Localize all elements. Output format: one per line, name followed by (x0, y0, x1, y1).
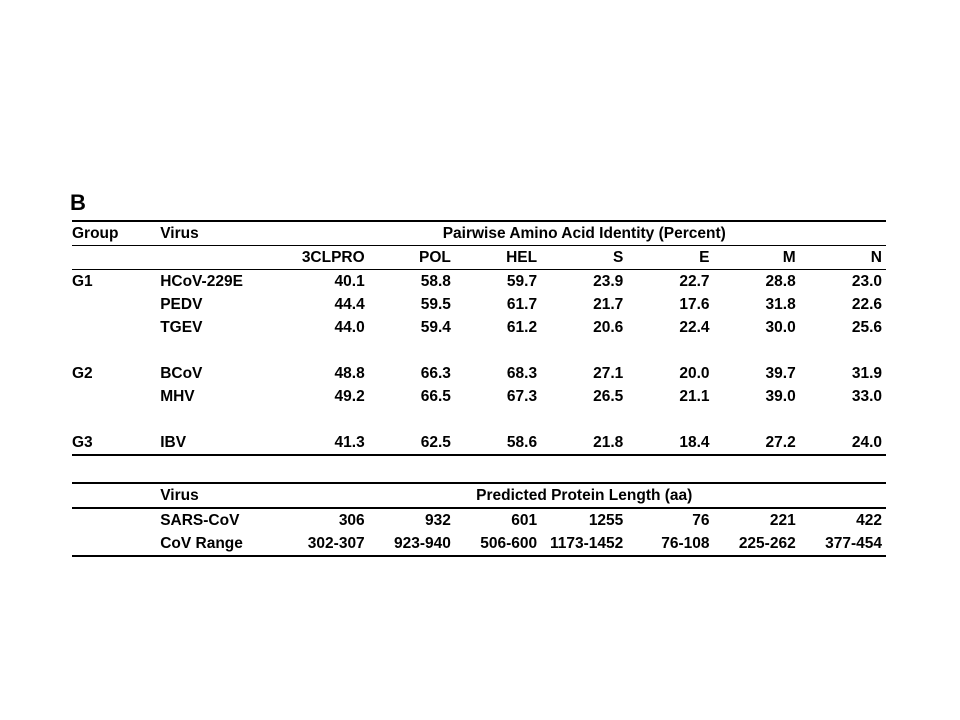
table-row (72, 362, 886, 385)
value-cell: 44.0 (334, 319, 365, 336)
virus-cell: MHV (160, 388, 195, 405)
value-cell: 61.2 (506, 319, 538, 336)
value-cell: 61.7 (506, 296, 538, 313)
group-cell: G3 (72, 434, 93, 451)
value-cell: 67.3 (506, 388, 538, 405)
value-cell: 21.1 (679, 388, 710, 405)
value-cell: 58.8 (420, 273, 451, 290)
value-cell: 27.2 (765, 434, 796, 451)
spacer-row (72, 408, 886, 431)
value-cell: 377-454 (825, 535, 882, 552)
value-cell: 21.7 (593, 296, 624, 313)
value-cell: 59.7 (506, 273, 538, 290)
value-cell: 306 (338, 512, 365, 529)
group-cell (72, 316, 160, 339)
table-row (72, 293, 886, 316)
identity-header-row (72, 221, 886, 246)
value-cell: 932 (425, 512, 451, 529)
value-cell: 18.4 (679, 434, 710, 451)
value-cell: 76-108 (661, 535, 710, 552)
value-cell: 25.6 (851, 319, 882, 336)
protein-header-s: S (541, 246, 627, 270)
table-row (72, 385, 886, 408)
value-cell: 30.0 (765, 319, 796, 336)
value-cell: 59.4 (420, 319, 451, 336)
value-cell: 28.8 (765, 273, 796, 290)
table-row (72, 532, 886, 556)
group-column-header: Group (72, 221, 160, 246)
identity-title: Pairwise Amino Acid Identity (Percent) (282, 221, 886, 246)
length-title: Predicted Protein Length (aa) (282, 483, 886, 508)
value-cell: 1173-1452 (550, 535, 624, 552)
value-cell: 27.1 (593, 365, 624, 382)
value-cell: 39.0 (765, 388, 796, 405)
value-cell: 66.3 (420, 365, 451, 382)
length-header-row (72, 483, 886, 508)
group-cell (72, 293, 160, 316)
value-cell: 39.7 (765, 365, 796, 382)
value-cell: 68.3 (506, 365, 538, 382)
virus-cell: PEDV (160, 296, 203, 313)
value-cell: 40.1 (334, 273, 365, 290)
value-cell: 59.5 (420, 296, 451, 313)
protein-length-table (72, 482, 886, 557)
amino-acid-identity-table (72, 220, 886, 456)
value-cell: 31.9 (851, 365, 882, 382)
virus-cell: CoV Range (160, 535, 243, 552)
value-cell: 422 (856, 512, 882, 529)
value-cell: 22.6 (851, 296, 882, 313)
value-cell: 33.0 (851, 388, 882, 405)
value-cell: 26.5 (593, 388, 624, 405)
value-cell: 601 (511, 512, 538, 529)
protein-header-m: M (714, 246, 800, 270)
value-cell: 24.0 (851, 434, 882, 451)
value-cell: 1255 (588, 512, 624, 529)
value-cell: 22.7 (679, 273, 710, 290)
virus-cell: TGEV (160, 319, 203, 336)
virus-cell: IBV (160, 434, 187, 451)
value-cell: 76 (692, 512, 710, 529)
protein-header-n: N (800, 246, 886, 270)
value-cell: 923-940 (394, 535, 451, 552)
value-cell: 23.0 (851, 273, 882, 290)
group-cell: G1 (72, 273, 93, 290)
virus-column-header: Virus (160, 221, 282, 246)
group-cell: G2 (72, 365, 93, 382)
value-cell: 31.8 (765, 296, 796, 313)
group-cell (72, 385, 160, 408)
value-cell: 302-307 (307, 535, 365, 552)
value-cell: 44.4 (334, 296, 365, 313)
value-cell: 22.4 (679, 319, 710, 336)
value-cell: 225-262 (738, 535, 796, 552)
value-cell: 506-600 (480, 535, 538, 552)
table-row (72, 270, 886, 294)
virus-cell: BCoV (160, 365, 203, 382)
value-cell: 58.6 (506, 434, 538, 451)
value-cell: 221 (769, 512, 796, 529)
value-cell: 20.6 (593, 319, 624, 336)
value-cell: 21.8 (593, 434, 624, 451)
protein-header-3clpro: 3CLPRO (282, 246, 368, 270)
value-cell: 23.9 (593, 273, 624, 290)
value-cell: 49.2 (334, 388, 365, 405)
value-cell: 62.5 (420, 434, 451, 451)
protein-header-row (72, 246, 886, 270)
virus-cell: SARS-CoV (160, 512, 240, 529)
protein-header-hel: HEL (455, 246, 541, 270)
table-row (72, 508, 886, 532)
virus-column-header: Virus (160, 483, 282, 508)
value-cell: 17.6 (679, 296, 710, 313)
protein-header-e: E (627, 246, 713, 270)
table-row (72, 316, 886, 339)
virus-cell: HCoV-229E (160, 273, 243, 290)
value-cell: 41.3 (334, 434, 365, 451)
value-cell: 48.8 (334, 365, 365, 382)
protein-header-pol: POL (369, 246, 455, 270)
table-row (72, 431, 886, 455)
value-cell: 66.5 (420, 388, 451, 405)
panel-label: B (70, 190, 87, 215)
spacer-row (72, 339, 886, 362)
value-cell: 20.0 (679, 365, 710, 382)
